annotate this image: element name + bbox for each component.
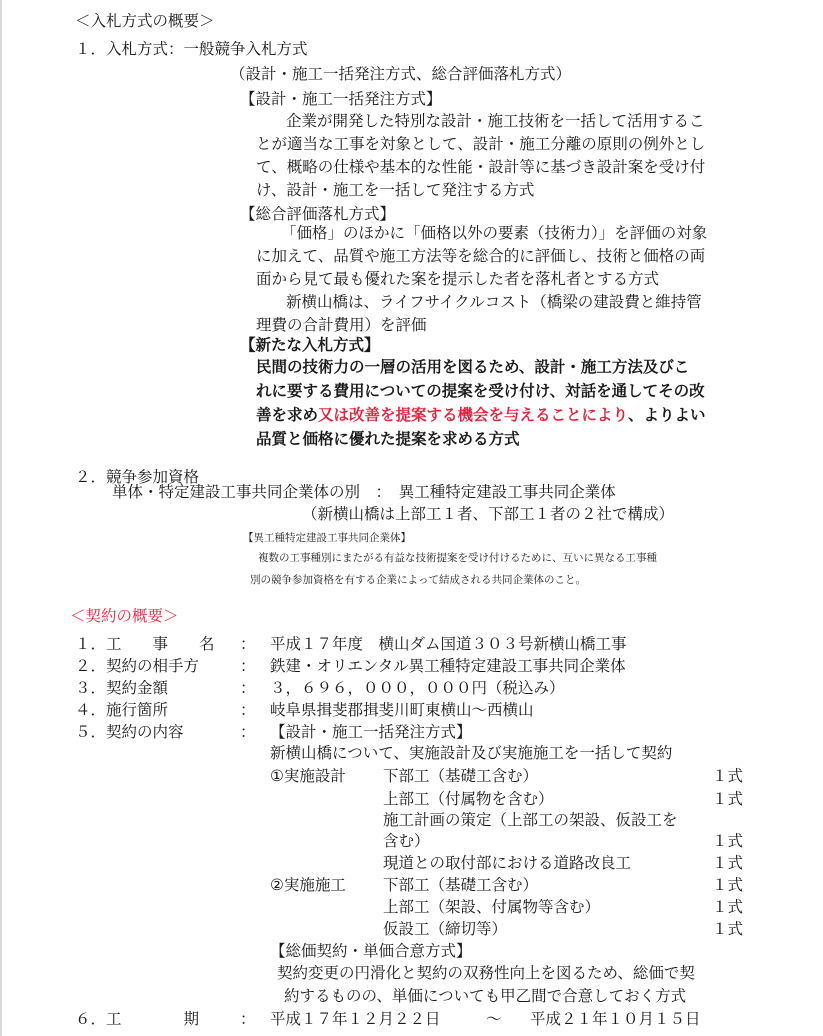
comprehensive-line: 「価格」のほかに「価格以外の要素（技術力）」を評価の対象 — [281, 224, 708, 242]
contract-row-label: ３．契約金額 — [75, 679, 169, 697]
content-intro: 新横山橋について、実施設計及び実施施工を一括して契約 — [270, 744, 673, 762]
contract-section-title: ＜契約の概要＞ — [70, 607, 179, 625]
contract-row-value: 【設計・施工一括発注方式】 — [270, 723, 472, 741]
contract-row-value: 岐阜県揖斐郡揖斐川町東横山～西横山 — [270, 701, 534, 719]
impl-design-qty: １式 — [712, 832, 744, 850]
lump-sum-line: 契約変更の円滑化と契約の双務性向上を図るため、総価で契 — [277, 964, 695, 982]
impl-construction-item: 下部工（基礎工含む） — [383, 876, 539, 894]
period-label: ６．工 期 — [75, 1010, 200, 1028]
period-colon: ： — [240, 1010, 256, 1028]
new-method-text: 、よりよい — [628, 406, 706, 424]
lump-sum-line: 約するものの、単価についても甲乙間で合意しておく方式 — [284, 987, 687, 1005]
contract-row-colon: ： — [240, 635, 256, 653]
item1-subheading: （設計・施工一括発注方式、総合評価落札方式） — [230, 65, 572, 83]
design-build-line: 企業が開発した特別な設計・施工技術を一括して活用するこ — [286, 112, 705, 130]
new-method-line: 民間の技術力の一層の活用を図るため、設計・施工方法及びこ — [256, 358, 690, 376]
new-method-line — [256, 408, 706, 424]
jv-note-line: 別の競争参加資格を有する企業によって結成される共同企業体のこと。 — [250, 574, 586, 586]
impl-design-item: 施工計画の策定（上部工の架設、仮設工を — [383, 811, 678, 829]
impl-design-qty: １式 — [712, 767, 744, 785]
item2-line: （新横山橋は上部工１者、下部工１者の２社で構成） — [302, 505, 675, 523]
lump-sum-label: 【総価契約・単価合意方式】 — [270, 942, 472, 960]
new-method-line: れに要する費用についての提案を受け付け、対話を通してその改 — [256, 382, 705, 400]
comprehensive-line: 理費の合計費用）を評価 — [256, 316, 427, 334]
new-method-highlight: 又は改善を提案する機会を与えることにより — [318, 406, 629, 424]
period-start: 平成１７年１２月２２日 — [270, 1010, 441, 1028]
impl-construction-label: ②実施施工 — [270, 876, 346, 894]
contract-row-colon: ： — [240, 657, 256, 675]
contract-row-value: 鉄建・オリエンタル異工種特定建設工事共同企業体 — [270, 657, 626, 675]
scan-edge — [0, 0, 2, 1036]
impl-design-qty: １式 — [712, 790, 744, 808]
comprehensive-line: 面から見て最も優れた案を提示した者を落札者とする方式 — [256, 270, 660, 288]
impl-design-item: 含む） — [383, 832, 430, 850]
jv-note-label: 【異工種特定建設工事共同企業体】 — [243, 532, 411, 544]
impl-design-qty: １式 — [712, 854, 744, 872]
comprehensive-line: 新横山橋は、ライフサイクルコスト（橋梁の建設費と維持管 — [286, 293, 702, 311]
impl-design-item: 下部工（基礎工含む） — [383, 767, 539, 785]
contract-row-label: ５．契約の内容 — [75, 723, 184, 741]
contract-row-value: ３，６９６，０００，０００円（税込み） — [270, 679, 565, 697]
contract-row-label: ２．契約の相手方 — [75, 657, 200, 675]
contract-row-colon: ： — [240, 679, 256, 697]
period-tilde: ～ — [486, 1010, 502, 1028]
design-build-line: け、設計・施工を一括して発注する方式 — [256, 181, 535, 199]
impl-construction-qty: １式 — [712, 898, 744, 916]
item1-heading: １．入札方式：一般競争入札方式 — [75, 40, 308, 58]
contract-row-label: １．工 事 名 — [75, 635, 215, 653]
new-method-text: 善を求め — [256, 406, 319, 424]
item2-heading: ２．競争参加資格 — [75, 468, 200, 486]
contract-row-colon: ： — [240, 723, 256, 741]
contract-row-value: 平成１７年度 横山ダム国道３０３号新横山橋工事 — [270, 635, 627, 653]
impl-design-item: 現道との取付部における道路改良工 — [383, 854, 632, 872]
design-build-line: て、概略の仕様や基本的な性能・設計等に基づき設計案を受け付 — [256, 158, 706, 176]
impl-construction-qty: １式 — [712, 876, 744, 894]
item2-line: 単体・特定建設工事共同企業体の別 ： 異工種特定建設工事共同企業体 — [112, 483, 616, 501]
bidding-section-title: ＜入札方式の概要＞ — [75, 12, 215, 30]
impl-design-item: 上部工（付属物を含む） — [383, 790, 554, 808]
new-method-line: 品質と価格に優れた提案を求める方式 — [256, 430, 520, 448]
comprehensive-label: 【総合評価落札方式】 — [240, 205, 396, 223]
contract-row-label: ４．施行箇所 — [75, 701, 169, 719]
jv-note-line: 複数の工事種別にまたがる有益な技術提案を受け付けるために、互いに異なる工事種 — [258, 552, 657, 564]
period-end: 平成２１年１０月１５日 — [530, 1010, 701, 1028]
impl-design-label: ①実施設計 — [270, 767, 346, 785]
comprehensive-line: に加えて、品質や施工方法等を総合的に評価し、技術と価格の両 — [256, 247, 706, 265]
new-method-label: 【新たな入札方式】 — [240, 336, 380, 354]
design-build-line: とが適当な工事を対象として、設計・施工分離の原則の例外とし — [256, 135, 706, 153]
impl-construction-qty: １式 — [712, 920, 744, 938]
impl-construction-item: 上部工（架設、付属物等含む） — [383, 898, 601, 916]
design-build-label: 【設計・施工一括発注方式】 — [240, 90, 442, 108]
impl-construction-item: 仮設工（締切等） — [383, 920, 508, 938]
contract-row-colon: ： — [240, 701, 256, 719]
